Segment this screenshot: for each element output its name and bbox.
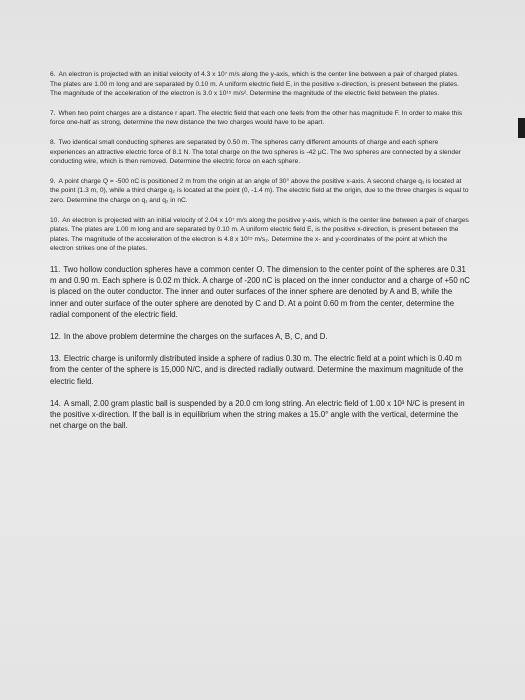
question-7 [50, 109, 470, 128]
question-13 [50, 353, 470, 387]
question-text: An electron is projected with an initial velocity of 4.3 x 10⁷ m/s along the y-axis, which is the center line between a pair of charged plates. The plates are 1.00 m long and are separated by 0.10 m. A uniform electric field E, in the positive x-direction, is present between the plates. The magnitude of the acceleration of the electron is 3.0 x 10¹⁵ m/s². Determine the magnitude of the electric field between the plates. [50, 71, 459, 98]
question-6 [50, 70, 470, 99]
question-number: 8. [50, 138, 56, 146]
question-number: 10. [50, 216, 60, 224]
question-number: 14. [50, 398, 61, 408]
question-11 [50, 264, 470, 320]
question-text: In the above problem determine the charges on the surfaces A, B, C, and D. [63, 331, 328, 341]
question-14 [50, 398, 470, 432]
question-text: A small, 2.00 gram plastic ball is suspended by a 20.0 cm long string. An electric field of 1.00 x 10³ N/C is present in the positive x-direction. If the ball is in equilibrium when the string makes a 15.0° angle with the vertical, determine the net charge on the ball. [50, 398, 465, 431]
question-text: A point charge Q = -500 nC is positioned 2 m from the origin at an angle of 30° above the positive x-axis. A second charge q₁ is located at the point (1.3 m, 0), while a third charge q₂ is located at the point (0, -1.4 m). The electric field at the origin, due to the three charges is equal to zero. Determine the charge on q₁ and q₂ in nC. [50, 177, 469, 204]
question-number: 11. [50, 264, 61, 274]
question-number: 13. [50, 354, 61, 364]
question-text: Two identical small conducting spheres are separated by 0.50 m. The spheres carry different amounts of charge and each sphere experiences an attractive electric force of 8.1 N. The total charge on the two spheres is -42 μC. The two spheres are connected by a slender conducting wire, which is then removed. Determine the electric force on each sphere. [50, 138, 461, 166]
question-number: 12. [50, 331, 61, 341]
question-10 [50, 216, 470, 254]
question-number: 7. [50, 109, 56, 117]
question-text: Electric charge is uniformly distributed inside a sphere of radius 0.30 m. The electric field at a point which is 0.40 m from the center of the sphere is 15,000 N/C, and is directed radially outward. Determine the maximum magnitude of the electric field. [50, 354, 464, 386]
question-text: Two hollow conduction spheres have a common center O. The dimension to the center point of the spheres are 0.31 m and 0.90 m. Each sphere is 0.02 m thick. A charge of -200 nC is placed on the inner conductor and a charge of +50 nC is placed on the outer conductor. The inner and outer surfaces of the inner sphere are denoted by A and B, while the inner and outer surface of the outer sphere are denoted by C and D. At a point 0.60 m from the center, determine the radial component of the electric field. [50, 264, 470, 319]
edge-tab [518, 118, 525, 138]
question-list [50, 70, 470, 442]
question-text: An electron is projected with an initial velocity of 2.04 x 10⁷ m/s along the positive y-axis, which is the center line between a pair of charges plates. The plates are 1.00 m long and are separated by 0.10 m. A uniform electric field E, is the positive x-direction, is present between the plates. The magnitude of the acceleration of the electron is 4.8 x 10¹⁵ m/s₂. Determine the x- and y-coordinates of the point at which the electron strikes one of the plates. [50, 216, 469, 253]
question-number: 6. [50, 71, 56, 78]
question-number: 9. [50, 177, 56, 185]
question-text: When two point charges are a distance r apart. The electric field that each one feels from the other has magnitude F. In order to make this force one-half as strong, determine the new distance the two charges would have to be apart. [50, 109, 463, 127]
question-9 [50, 177, 470, 206]
question-12 [50, 331, 470, 342]
question-8 [50, 138, 470, 167]
